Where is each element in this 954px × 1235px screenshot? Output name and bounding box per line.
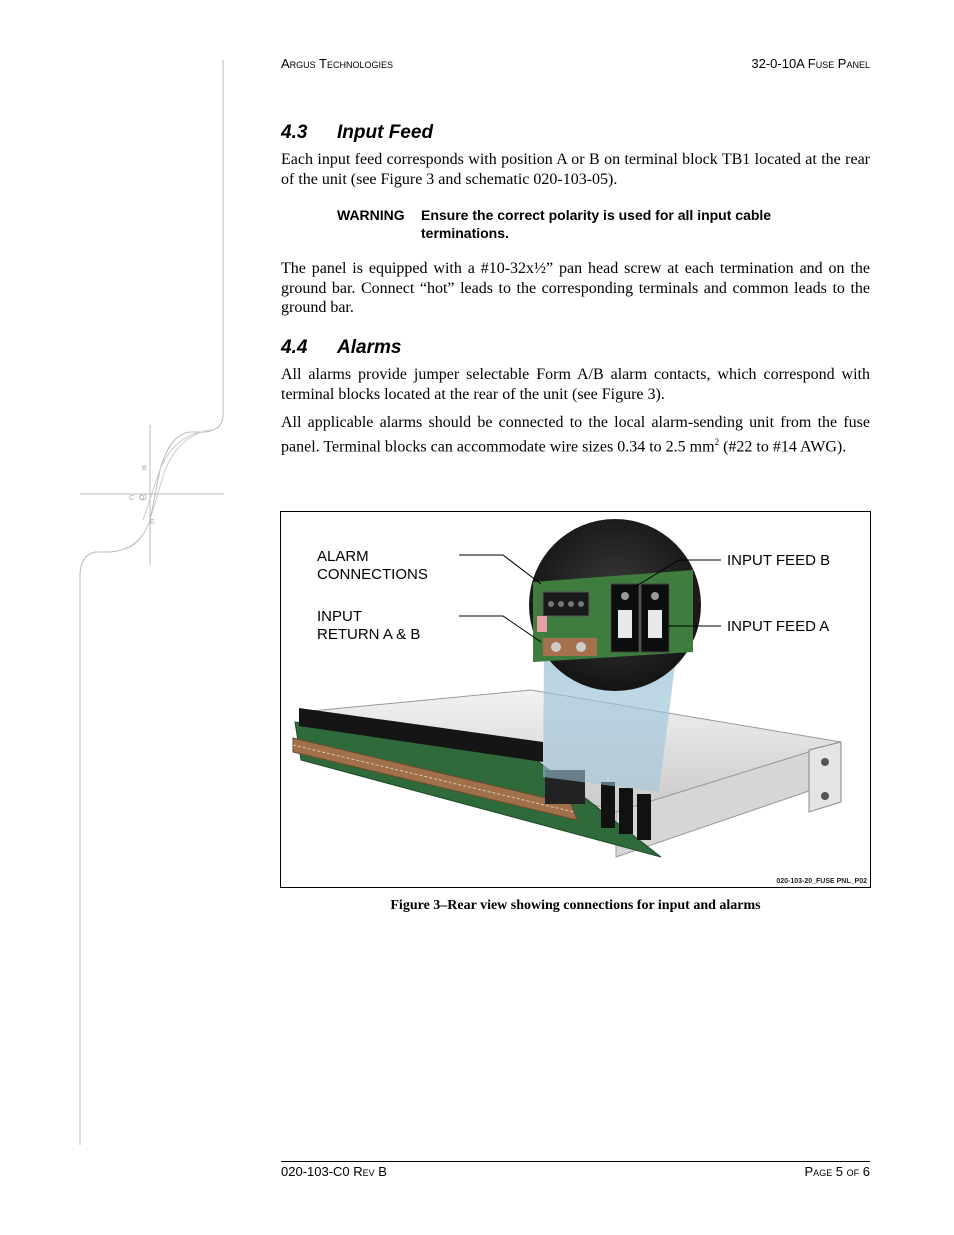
callout-input-return: [317, 608, 420, 644]
callout-line: RETURN A & B: [317, 626, 421, 643]
header-company: Argus Technologies: [281, 56, 394, 71]
paragraph: All alarms provide jumper selectable Form A/B alarm contacts, which correspond with terminal blocks located at the rear of the unit (see Figure 3).: [281, 366, 870, 403]
footer-doc-number: 020-103-C0 Rev B: [281, 1164, 387, 1179]
paragraph: [281, 413, 870, 456]
callout-alarm-connections: [317, 548, 428, 584]
paragraph-text: All applicable alarms should be connected to the local alarm-sending unit from the fuse panel. Terminal blocks can accommodate wire sizes 0.34 to 2.5 mm: [281, 414, 870, 455]
figure-caption: Figure 3–Rear view showing connections for input and alarms: [390, 898, 761, 913]
margin-letter-e: E: [150, 519, 155, 526]
warning-text: Ensure the correct polarity is used for all input cable terminations.: [421, 207, 772, 241]
section-heading-alarms: [281, 337, 401, 359]
header-product: 32-0-10A Fuse Panel: [751, 56, 870, 71]
figure-rear-view: [280, 511, 871, 888]
leader-alarm: [459, 555, 541, 584]
callout-input-feed-b: INPUT FEED B: [727, 552, 831, 569]
callout-line: INPUT: [317, 608, 362, 625]
warning-label: WARNING: [337, 207, 405, 223]
callout-line: CONNECTIONS: [317, 566, 428, 583]
superscript: 2: [714, 436, 720, 447]
section-heading-input-feed: [281, 122, 433, 144]
margin-letter-c: C: [129, 495, 135, 502]
section-title: Alarms: [337, 337, 402, 358]
margin-letter-b: B: [142, 465, 147, 472]
callout-input-feed-a: INPUT FEED A: [727, 618, 830, 635]
leader-return: [459, 616, 541, 642]
margin-decoration: [0, 0, 240, 1150]
section-number: 4.4: [281, 337, 308, 358]
callout-line: ALARM: [317, 548, 369, 565]
page-footer: [281, 1161, 870, 1184]
paragraph: The panel is equipped with a #10-32x½” pan head screw at each termination and on the ground bar. Connect “hot” leads to the corresponding terminals and common leads to the ground bar.: [281, 260, 870, 316]
paragraph-text: (#22 to #14 AWG).: [719, 437, 847, 455]
section-title: Input Feed: [337, 122, 434, 143]
page-header: [281, 56, 870, 74]
footer-page-number: Page 5 of 6: [804, 1164, 870, 1179]
figure-image-id: 020-103-20_FUSE PNL_P02: [776, 878, 867, 885]
paragraph: Each input feed corresponds with position A or B on terminal block TB1 located at the rear of the unit (see Figure 3 and schematic 020-103-05).: [281, 151, 870, 188]
margin-letter-o: O: [139, 495, 145, 502]
section-number: 4.3: [281, 122, 308, 143]
